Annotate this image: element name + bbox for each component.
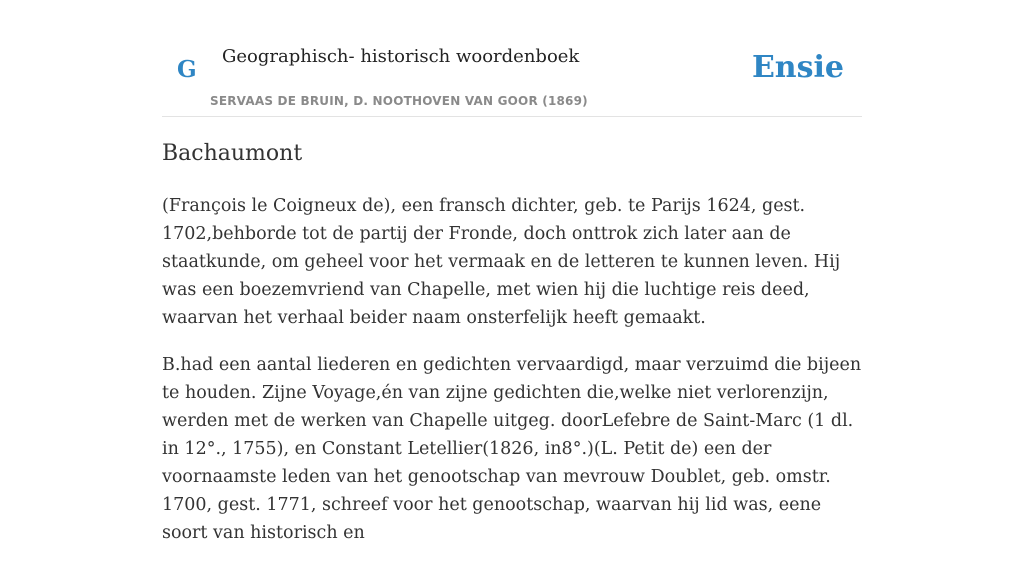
book-letter-icon: G	[177, 56, 197, 83]
entry-content	[162, 138, 862, 566]
book-title-link[interactable]: Geographisch- historisch woordenboek	[222, 46, 580, 67]
entry-paragraph: B.had een aantal liederen en gedichten vervaardigd, maar verzuimd die bijeen te houden. Zijne Voyage,én van zijne gedichten die,welke niet verlorenzijn, werden met de werken van Chapelle uitgeg. doorLefebre de Saint-Marc (1 dl. in 12°., 1755), en Constant Letellier(1826, in8°.)(L. Petit de) een der voornaamste leden van het genootschap van mevrouw Doublet, geb. omstr. 1700, gest. 1771, schreef voor het genootschap, waarvan hij lid was, eene soort van historisch en	[162, 355, 862, 543]
ensie-logo[interactable]: Ensie	[751, 50, 844, 85]
header	[162, 0, 862, 117]
entry-title: Bachaumont	[162, 141, 303, 166]
entry-paragraph: (François le Coigneux de), een fransch dichter, geb. te Parijs 1624, gest. 1702,behborde tot de partij der Fronde, doch onttrok zich later aan de staatkunde, om geheel voor het vermaak en de letteren te kunnen leven. Hij was een boezemvriend van Chapelle, met wien hij die luchtige reis deed, waarvan het verhaal beider naam onsterfelijk heeft gemaakt.	[162, 196, 841, 328]
book-author: SERVAAS DE BRUIN, D. NOOTHOVEN VAN GOOR (1869)	[210, 94, 588, 108]
